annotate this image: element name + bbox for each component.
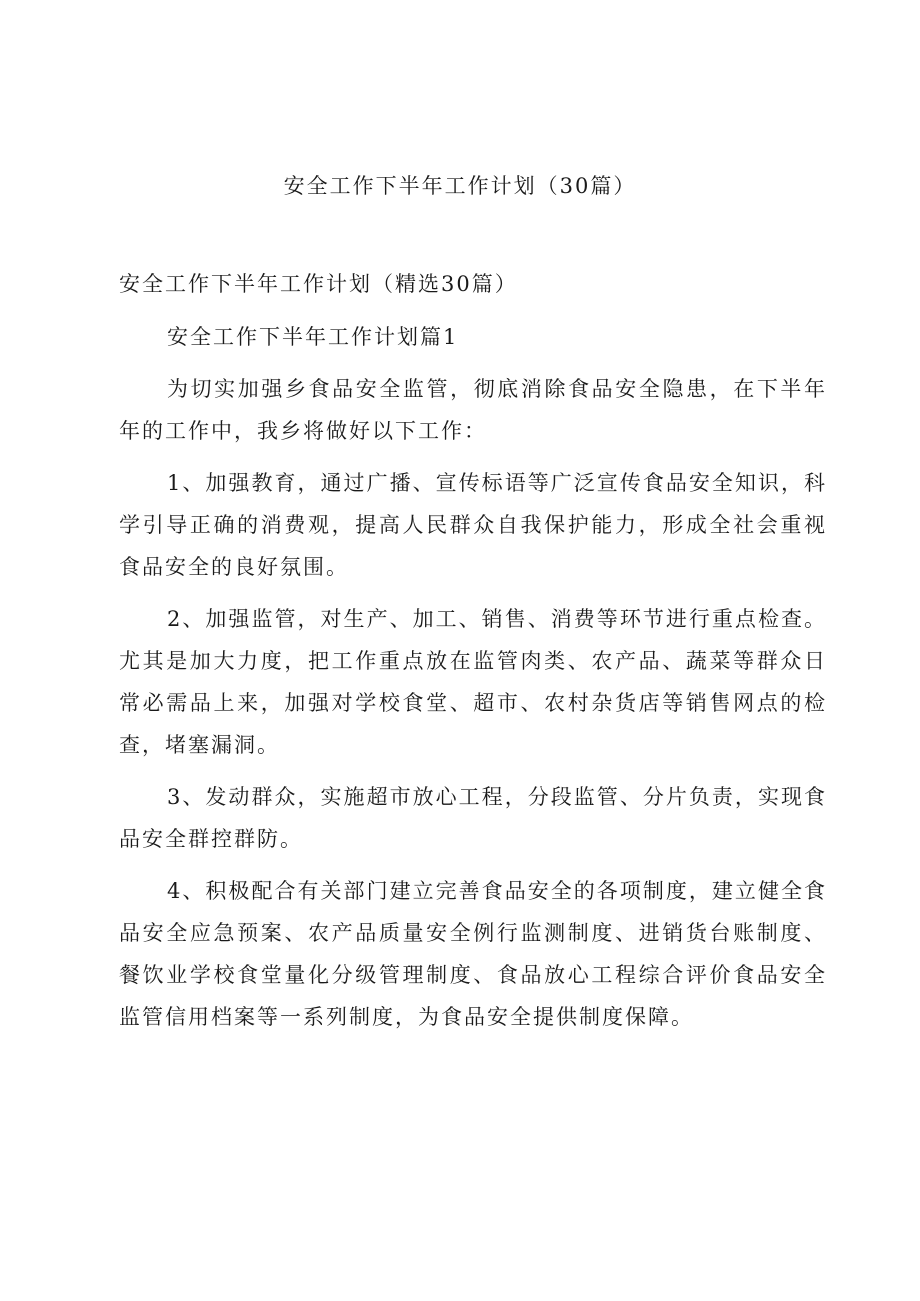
- section-heading: 安全工作下半年工作计划篇1: [167, 325, 459, 349]
- document-subtitle: 安全工作下半年工作计划（精选30篇）: [119, 272, 518, 296]
- document-title: 安全工作下半年工作计划（30篇）: [283, 174, 637, 198]
- paragraph-item-2: 2、加强监管，对生产、加工、销售、消费等环节进行重点检查。尤其是加大力度，把工作重点放在监管肉类、农产品、蔬菜等群众日常必需品上来，加强对学校食堂、超市、农村杂货店等销售网点的检查，堵塞漏洞。: [119, 607, 827, 757]
- document-body: [119, 316, 827, 1048]
- paragraph-item-4: 4、积极配合有关部门建立完善食品安全的各项制度，建立健全食品安全应急预案、农产品质量安全例行监测制度、进销货台账制度、餐饮业学校食堂量化分级管理制度、食品放心工程综合评价食品安全监管信用档案等一系列制度，为食品安全提供制度保障。: [119, 879, 827, 1029]
- paragraph-item-3: 3、发动群众，实施超市放心工程，分段监管、分片负责，实现食品安全群控群防。: [119, 785, 827, 851]
- paragraph-item-1: 1、加强教育，通过广播、宣传标语等广泛宣传食品安全知识，科学引导正确的消费观，提高人民群众自我保护能力，形成全社会重视食品安全的良好氛围。: [119, 471, 827, 579]
- paragraph-intro: 为切实加强乡食品安全监管，彻底消除食品安全隐患，在下半年年的工作中，我乡将做好以下工作：: [119, 377, 827, 443]
